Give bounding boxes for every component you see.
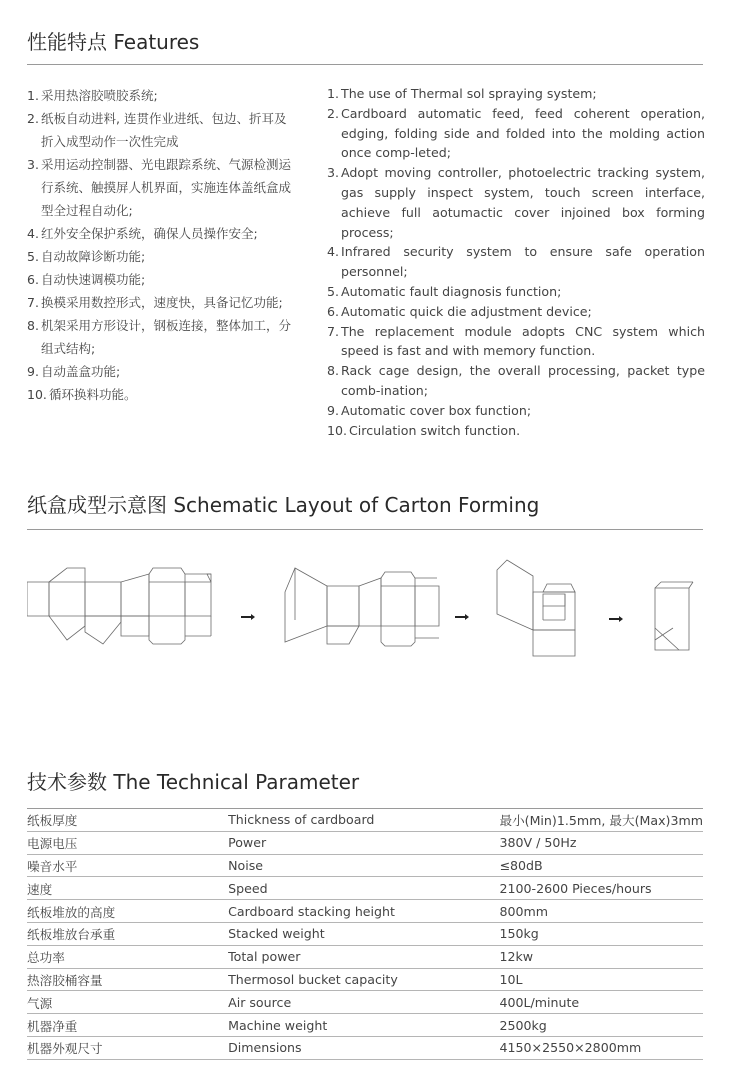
param-cn: 机器净重	[27, 1014, 228, 1037]
list-item: 5. 自动故障诊断功能;	[27, 249, 146, 264]
param-cn: 气源	[27, 991, 228, 1014]
list-item: 6. Automatic quick die adjustment device;	[327, 303, 592, 319]
param-cn: 噪音水平	[27, 854, 228, 877]
features-title: 性能特点 Features	[27, 30, 200, 54]
list-item: 7. The replacement module adopts CNC system which speed is fast and with memory function.	[327, 323, 705, 359]
param-value: 4150×2550×2800mm	[499, 1036, 703, 1059]
list-item: 1. The use of Thermal sol spraying system;	[327, 86, 597, 101]
parameters-title: 技术参数 The Technical Parameter	[27, 770, 360, 794]
param-en: Speed	[228, 877, 499, 900]
flat-blank-illustration	[27, 568, 211, 644]
open-lid-box-illustration	[497, 560, 575, 656]
list-item: 9. Automatic cover box function;	[327, 402, 532, 418]
param-en: Stacked weight	[228, 922, 499, 945]
carton-forming-diagram	[27, 550, 703, 660]
param-value: 400L/minute	[499, 991, 703, 1014]
param-en: Cardboard stacking height	[228, 900, 499, 923]
table-row	[27, 877, 703, 900]
param-en: Power	[228, 831, 499, 854]
list-item: 10. Circulation switch function.	[327, 422, 521, 438]
param-value: 最小(Min)1.5mm, 最大(Max)3mm	[499, 809, 703, 832]
list-item: 4. Infrared security system to ensure safe operation personnel;	[327, 244, 705, 280]
table-row	[27, 831, 703, 854]
table-row	[27, 991, 703, 1014]
arrow-icon	[455, 614, 469, 620]
param-value: 150kg	[499, 922, 703, 945]
arrow-icon	[241, 614, 255, 620]
list-item: 9. 自动盖盒功能;	[27, 364, 121, 379]
list-item: 1. 采用热溶胶喷胶系统;	[27, 88, 158, 103]
table-row	[27, 809, 703, 832]
parameters-table	[27, 808, 703, 1060]
param-cn: 机器外观尺寸	[27, 1036, 228, 1059]
table-row	[27, 945, 703, 968]
param-value: ≤80dB	[499, 854, 703, 877]
table-row	[27, 1036, 703, 1059]
schematic-divider	[27, 529, 703, 530]
list-item: 8. 机架采用方形设计，钢板连接，整体加工，分组式结构;	[27, 318, 292, 356]
features-divider	[27, 64, 703, 65]
features-list-cn	[27, 84, 297, 406]
param-en: Machine weight	[228, 1014, 499, 1037]
table-row	[27, 854, 703, 877]
param-cn: 总功率	[27, 945, 228, 968]
param-cn: 纸板堆放的高度	[27, 900, 228, 923]
param-value: 800mm	[499, 900, 703, 923]
features-list-en	[327, 84, 705, 440]
list-item: 5. Automatic fault diagnosis function;	[327, 283, 562, 299]
list-item: 7. 换模采用数控形式，速度快，具备记忆功能;	[27, 295, 283, 310]
table-row	[27, 900, 703, 923]
list-item: 4. 红外安全保护系统，确保人员操作安全;	[27, 226, 258, 241]
param-value: 12kw	[499, 945, 703, 968]
table-row	[27, 1014, 703, 1037]
param-en: Dimensions	[228, 1036, 499, 1059]
param-cn: 纸板厚度	[27, 809, 228, 832]
param-en: Thickness of cardboard	[228, 809, 499, 832]
list-item: 3. 采用运动控制器、光电跟踪系统、气源检测运行系统、触摸屏人机界面，实施连体盖纸盒成型全过程自动化;	[27, 157, 292, 218]
table-row	[27, 968, 703, 991]
list-item: 8. Rack cage design, the overall processing, packet type comb-ination;	[327, 363, 705, 398]
list-item: 2. 纸板自动进料, 连贯作业进纸、包边、折耳及折入成型动作一次性完成	[27, 111, 287, 149]
param-en: Thermosol bucket capacity	[228, 968, 499, 991]
param-value: 2100-2600 Pieces/hours	[499, 877, 703, 900]
list-item: 6. 自动快速调模功能;	[27, 272, 146, 287]
param-value: 10L	[499, 968, 703, 991]
finished-box-illustration	[655, 582, 693, 650]
list-item: 3. Adopt moving controller, photoelectric tracking system, gas supply inspect system, touch screen interface, achieve full aotumactic cover injoined box forming process;	[327, 165, 705, 240]
list-item: 2. Cardboard automatic feed, feed coherent operation, edging, folding side and folded into the molding action once comp-leted;	[327, 105, 705, 161]
param-value: 2500kg	[499, 1014, 703, 1037]
param-en: Total power	[228, 945, 499, 968]
table-row	[27, 922, 703, 945]
param-en: Air source	[228, 991, 499, 1014]
param-cn: 热溶胶桶容量	[27, 968, 228, 991]
schematic-title: 纸盒成型示意图 Schematic Layout of Carton Forming	[27, 493, 540, 517]
param-cn: 电源电压	[27, 831, 228, 854]
param-cn: 速度	[27, 877, 228, 900]
list-item: 10. 循环换料功能。	[27, 387, 137, 402]
partial-fold-illustration	[285, 568, 439, 646]
param-en: Noise	[228, 854, 499, 877]
param-cn: 纸板堆放台承重	[27, 922, 228, 945]
arrow-icon	[609, 616, 623, 622]
param-value: 380V / 50Hz	[499, 831, 703, 854]
